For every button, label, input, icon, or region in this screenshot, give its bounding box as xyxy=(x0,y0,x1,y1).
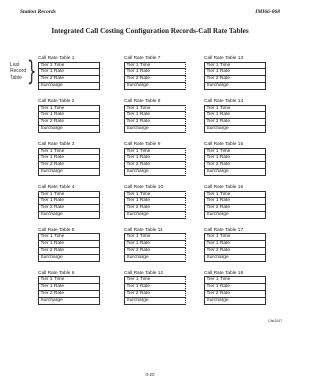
table-row: Tier 2 Rate xyxy=(38,291,100,298)
table-name: Call Rate Table 12 xyxy=(124,270,164,276)
table-row: Surcharge xyxy=(38,298,100,305)
table-row: Tier 1 Rate xyxy=(204,241,266,248)
table-row: Surcharge xyxy=(204,126,266,133)
table-row: Surcharge xyxy=(204,298,266,305)
table-row: Tier 1 Time xyxy=(38,148,100,156)
table-row: Tier 1 Time xyxy=(204,148,266,156)
column-3 xyxy=(204,56,266,314)
table-row: Tier 1 Time xyxy=(38,105,100,113)
table-name: Call Rate Table 8 xyxy=(124,98,161,104)
table-row: Tier 2 Rate xyxy=(204,205,266,212)
table-row: Tier 2 Rate xyxy=(204,76,266,83)
column-1 xyxy=(38,56,100,314)
table-name: Call Rate Table 6 xyxy=(38,270,75,276)
call-rate-table xyxy=(38,99,100,133)
table-name: Call Rate Table 3 xyxy=(38,141,75,147)
table-row: Tier 2 Rate xyxy=(124,291,186,298)
table-row: Tier 1 Time xyxy=(124,276,186,284)
page-title: Integrated Call Costing Configuration Records-Call Rate Tables xyxy=(51,27,249,35)
table-row: Tier 1 Rate xyxy=(204,198,266,205)
call-rate-table xyxy=(124,185,186,219)
header-section-title: Station Records xyxy=(20,9,56,15)
table-row: Surcharge xyxy=(124,298,186,305)
side-label-line: Record xyxy=(10,68,27,75)
table-row: Tier 2 Rate xyxy=(38,119,100,126)
table-row: Tier 1 Time xyxy=(38,62,100,70)
table-row: Tier 1 Rate xyxy=(204,284,266,291)
call-rate-table xyxy=(38,271,100,305)
table-row: Tier 1 Rate xyxy=(38,198,100,205)
table-row: Tier 1 Time xyxy=(38,276,100,284)
table-row: Tier 1 Rate xyxy=(124,241,186,248)
table-row: Tier 1 Rate xyxy=(38,155,100,162)
table-row: Tier 1 Time xyxy=(204,233,266,241)
column-2 xyxy=(124,56,186,314)
table-row: Tier 1 Time xyxy=(38,233,100,241)
table-row: Surcharge xyxy=(124,255,186,262)
table-name: Call Rate Table 2 xyxy=(38,98,75,104)
call-rate-table xyxy=(204,99,266,133)
table-row: Surcharge xyxy=(38,169,100,176)
table-row: Tier 2 Rate xyxy=(38,76,100,83)
table-row: Tier 2 Rate xyxy=(38,162,100,169)
table-row: Tier 1 Rate xyxy=(204,69,266,76)
table-row: Tier 1 Rate xyxy=(38,69,100,76)
table-row: Tier 1 Rate xyxy=(38,284,100,291)
table-row: Tier 1 Rate xyxy=(124,284,186,291)
table-row: Surcharge xyxy=(204,169,266,176)
table-name: Call Rate Table 13 xyxy=(204,56,244,61)
table-row: Tier 1 Time xyxy=(204,276,266,284)
table-row: Tier 2 Rate xyxy=(38,205,100,212)
table-name: Call Rate Table 11 xyxy=(124,227,163,233)
table-name: Call Rate Table 1 xyxy=(38,56,75,61)
table-row: Tier 2 Rate xyxy=(204,119,266,126)
table-row: Tier 1 Time xyxy=(124,191,186,199)
table-row: Tier 1 Rate xyxy=(124,198,186,205)
table-row: Tier 1 Time xyxy=(204,62,266,70)
table-row: Surcharge xyxy=(124,83,186,90)
table-name: Call Rate Table 17 xyxy=(204,227,244,233)
call-rate-table xyxy=(124,142,186,176)
call-rate-table xyxy=(204,56,266,90)
table-row: Surcharge xyxy=(204,212,266,219)
table-row: Surcharge xyxy=(38,212,100,219)
table-row: Tier 1 Time xyxy=(124,105,186,113)
call-rate-table xyxy=(124,271,186,305)
table-name: Call Rate Table 18 xyxy=(204,270,244,276)
table-row: Tier 2 Rate xyxy=(124,205,186,212)
table-row: Tier 2 Rate xyxy=(38,248,100,255)
call-rate-table xyxy=(204,271,266,305)
table-row: Tier 1 Time xyxy=(204,105,266,113)
table-row: Surcharge xyxy=(38,126,100,133)
call-rate-table xyxy=(38,185,100,219)
call-rate-table xyxy=(204,185,266,219)
table-row: Tier 1 Rate xyxy=(124,155,186,162)
table-row: Tier 1 Rate xyxy=(38,241,100,248)
table-row: Tier 1 Rate xyxy=(124,112,186,119)
table-row: Tier 1 Time xyxy=(38,191,100,199)
table-row: Tier 2 Rate xyxy=(204,162,266,169)
table-name: Call Rate Table 14 xyxy=(204,98,244,104)
page-number: 4-20 xyxy=(145,372,155,377)
table-row: Tier 1 Time xyxy=(124,148,186,156)
table-name: Call Rate Table 16 xyxy=(204,184,244,190)
table-row: Surcharge xyxy=(204,83,266,90)
table-name: Call Rate Table 5 xyxy=(38,227,75,233)
table-row: Surcharge xyxy=(124,169,186,176)
figure-code: CfsIJ047 xyxy=(268,319,283,323)
table-name: Call Rate Table 15 xyxy=(204,141,244,147)
table-name: Call Rate Table 7 xyxy=(124,56,161,61)
call-rate-table xyxy=(204,228,266,262)
call-rate-table xyxy=(204,142,266,176)
side-label-line: Table xyxy=(10,74,22,81)
table-row: Tier 1 Time xyxy=(124,62,186,70)
table-row: Tier 2 Rate xyxy=(124,162,186,169)
table-name: Call Rate Table 10 xyxy=(124,184,164,190)
call-rate-table xyxy=(38,56,100,90)
call-rate-table xyxy=(38,228,100,262)
last-record-table-label xyxy=(10,62,26,81)
table-row: Surcharge xyxy=(38,83,100,90)
table-name: Call Rate Table 4 xyxy=(38,184,75,190)
table-row: Surcharge xyxy=(124,212,186,219)
brace-icon: } xyxy=(27,56,37,87)
table-name: Call Rate Table 9 xyxy=(124,141,161,147)
side-label-line: Last xyxy=(10,62,20,68)
table-row: Tier 2 Rate xyxy=(124,76,186,83)
table-row: Tier 2 Rate xyxy=(124,248,186,255)
call-rate-table xyxy=(124,99,186,133)
table-row: Tier 1 Rate xyxy=(204,155,266,162)
table-row: Tier 1 Rate xyxy=(124,69,186,76)
table-row: Surcharge xyxy=(38,255,100,262)
table-row: Tier 1 Time xyxy=(124,233,186,241)
call-rate-table xyxy=(124,228,186,262)
table-row: Tier 2 Rate xyxy=(204,291,266,298)
table-row: Surcharge xyxy=(204,255,266,262)
table-row: Tier 1 Rate xyxy=(204,112,266,119)
header-document-number: IMI66-068 xyxy=(255,9,280,15)
table-row: Tier 1 Time xyxy=(204,191,266,199)
table-row: Tier 2 Rate xyxy=(204,248,266,255)
call-rate-table xyxy=(124,56,186,90)
call-rate-table xyxy=(38,142,100,176)
table-row: Tier 1 Rate xyxy=(38,112,100,119)
table-row: Tier 2 Rate xyxy=(124,119,186,126)
table-row: Surcharge xyxy=(124,126,186,133)
